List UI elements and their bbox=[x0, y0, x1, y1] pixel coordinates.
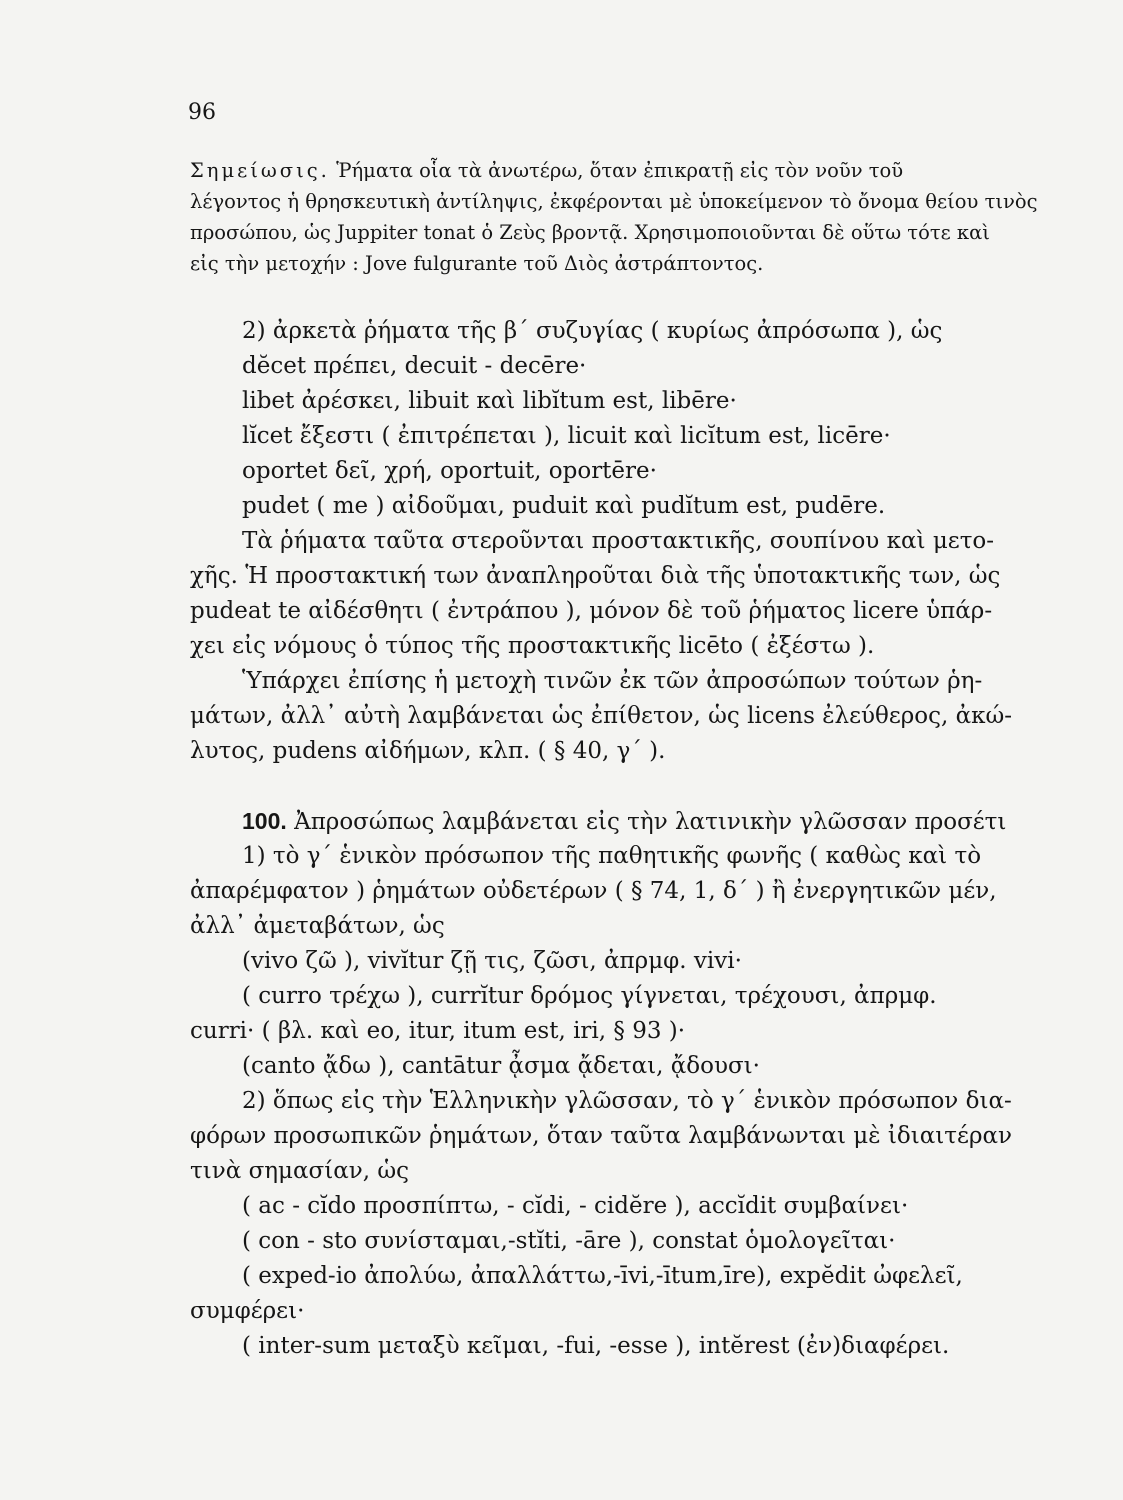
text-line: dĕcet πρέπει, decuit - decēre· bbox=[242, 353, 587, 379]
text-line: ( con - sto συνίσταμαι,-stĭti, -āre ), constat ὁμολογεῖται· bbox=[242, 1228, 896, 1254]
text-line: χῆς. Ἡ προστακτική των ἀναπληροῦται διὰ τῆς ὑποτακτικῆς των, ὡς bbox=[190, 563, 1001, 589]
text-line: χει εἰς νόμους ὁ τύπος τῆς προστακτικῆς licēto ( ἐξέστω ). bbox=[190, 633, 875, 659]
text-line: ( ac - cĭdo προσπίπτω, - cĭdi, - cidĕre ), accĭdit συμβαίνει· bbox=[242, 1193, 909, 1219]
text-line: φόρων προσωπικῶν ῥημάτων, ὅταν ταῦτα λαμβάνωνται μὲ ἰδιαιτέραν bbox=[190, 1123, 1012, 1149]
text-line: pudeat te αἰδέσθητι ( ἐντράπου ), μόνον δὲ τοῦ ῥήματος licere ὑπάρ- bbox=[190, 598, 993, 624]
text-line: ἀλλ᾽ ἀμεταβάτων, ὡς bbox=[190, 913, 445, 939]
note-line bbox=[190, 155, 1074, 186]
text-line: ( inter-sum μεταξὺ κεῖμαι, -fui, -esse ), intĕrest (ἐν)διαφέρει. bbox=[242, 1333, 950, 1359]
text-line: lĭcet ἔξεστι ( ἐπιτρέπεται ), licuit καὶ licĭtum est, licēre· bbox=[242, 423, 891, 449]
main-text bbox=[190, 314, 1074, 1364]
text-line: libet ἀρέσκει, libuit καὶ libĭtum est, libēre· bbox=[242, 388, 737, 414]
text-line: 1) τὸ γ΄ ἑνικὸν πρόσωπον τῆς παθητικῆς φωνῆς ( καθὼς καὶ τὸ bbox=[242, 843, 982, 869]
section-gap bbox=[190, 769, 1074, 804]
note-line: λέγοντος ἡ θρησκευτικὴ ἀντίληψις, ἐκφέρονται μὲ ὑποκείμενον τὸ ὄνομα θείου τινὸς bbox=[190, 190, 1038, 213]
text-line: λυτος, pudens αἰδήμων, κλπ. ( § 40, γ΄ ). bbox=[190, 738, 666, 764]
text-line: curri· ( βλ. καὶ eo, itur, itum est, iri, § 93 )· bbox=[190, 1018, 686, 1044]
text-line: Ὑπάρχει ἐπίσης ἡ μετοχὴ τινῶν ἐκ τῶν ἀπροσώπων τούτων ῥη- bbox=[242, 668, 983, 694]
page-number: 96 bbox=[188, 100, 216, 125]
text-line: (vivo ζῶ ), vivĭtur ζῇ τις, ζῶσι, ἀπρμφ. vivi· bbox=[242, 948, 742, 974]
text-line: 2) ὅπως εἰς τὴν Ἑλληνικὴν γλῶσσαν, τὸ γ΄ ἑνικὸν πρόσωπον δια- bbox=[242, 1088, 1012, 1114]
note-line: προσώπου, ὡς Juppiter tonat ὁ Ζεὺς βροντᾷ. Χρησιμοποιοῦνται δὲ οὕτω τότε καὶ bbox=[190, 221, 990, 244]
text-line: ( curro τρέχω ), currĭtur δρόμος γίγνεται, τρέχουσι, ἀπρμφ. bbox=[242, 983, 937, 1009]
text-line: 2) ἀρκετὰ ῥήματα τῆς β΄ συζυγίας ( κυρίως ἀπρόσωπα ), ὡς bbox=[242, 318, 943, 344]
text-line: ( exped-io ἀπολύω, ἀπαλλάττω,-īvi,-ītum,īre), expĕdit ὠφελεῖ, bbox=[242, 1263, 963, 1289]
text-line: μάτων, ἀλλ᾽ αὐτὴ λαμβάνεται ὡς ἐπίθετον, ὡς licens ἐλεύθερος, ἀκώ- bbox=[190, 703, 1013, 729]
note-label: Σημείωσις. bbox=[190, 159, 330, 182]
text-line: Τὰ ῥήματα ταῦτα στεροῦνται προστακτικῆς, σουπίνου καὶ μετο- bbox=[242, 528, 995, 554]
text-line: oportet δεῖ, χρή, oportuit, oportēre· bbox=[242, 458, 657, 484]
text-line: τινὰ σημασίαν, ὡς bbox=[190, 1158, 410, 1184]
text-line: pudet ( me ) αἰδοῦμαι, puduit καὶ pudĭtum est, pudēre. bbox=[242, 493, 886, 519]
text-line: συμφέρει· bbox=[190, 1298, 305, 1324]
note-block bbox=[190, 155, 1074, 279]
note-line: εἰς τὴν μετοχήν : Jove fulgurante τοῦ Διὸς ἀστράπτοντος. bbox=[190, 252, 764, 275]
note-text: Ῥήματα οἷα τὰ ἀνωτέρω, ὅταν ἐπικρατῇ εἰς τὸν νοῦν τοῦ bbox=[336, 159, 904, 182]
text-line: (canto ᾄδω ), cantātur ᾆσμα ᾄδεται, ᾄδουσι· bbox=[242, 1053, 760, 1079]
section-number: 100. bbox=[242, 808, 287, 834]
section-heading-line bbox=[190, 804, 1074, 839]
text-line: ἀπαρέμφατον ) ῥημάτων οὐδετέρων ( § 74, 1, δ΄ ) ἢ ἐνεργητικῶν μέν, bbox=[190, 878, 997, 904]
section-intro: Ἀπροσώπως λαμβάνεται εἰς τὴν λατινικὴν γλῶσσαν προσέτι bbox=[294, 809, 1007, 835]
